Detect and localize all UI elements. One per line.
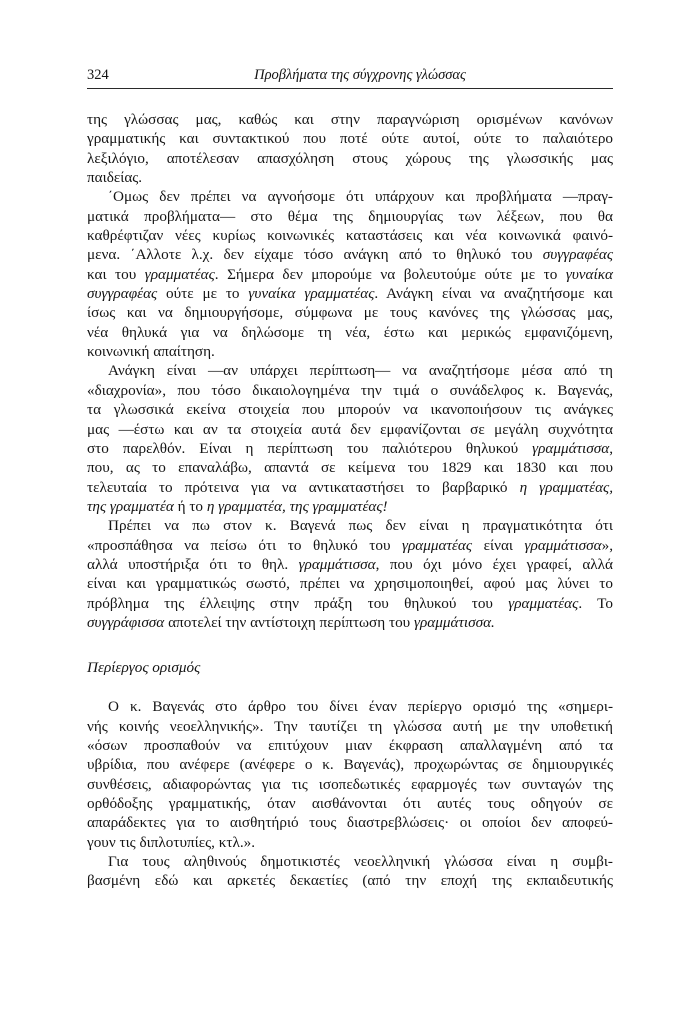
text-run: πρόβλημα της έλλειψης στην πράξη του θηλυκού του xyxy=(87,594,509,612)
page-number: 324 xyxy=(87,67,109,83)
italic-term: γραμματέας xyxy=(144,265,215,283)
text-run: «διαχρονία», που τόσο δικαιολογημένα την τιμά ο συνάδελφος κ. Βαγενάς, xyxy=(87,381,613,399)
text-line xyxy=(87,400,613,419)
text-line xyxy=(87,129,613,148)
text-run: ματικά προβλήματα— στο θέμα της δημιουργίας των λέξεων, που θα xyxy=(87,207,613,225)
text-run: Ο κ. Βαγενάς στο άρθρο του δίνει έναν περίεργο ορισμό της «σημερι- xyxy=(108,698,613,716)
text-line xyxy=(87,245,613,264)
text-run: «προσπάθησα να πείσω ότι το θηλυκό του xyxy=(87,536,403,554)
section-heading: Περίεργος ορισμός xyxy=(87,659,201,677)
text-run: νέα θηλυκά για να δηλώσομε τη νέα, έστω και μερικώς εμφανιζόμενη, xyxy=(87,323,613,341)
italic-term: συγγραφέας xyxy=(87,285,158,303)
text-line xyxy=(87,361,613,380)
text-line xyxy=(87,516,613,535)
text-line xyxy=(87,420,613,439)
text-run: αποτελεί την αντίστοιχη περίπτωση του xyxy=(164,613,414,631)
text-run: Ανάγκη είναι —αν υπάρχει περίπτωση— να αναζητήσομε μέσα από τη xyxy=(108,362,613,380)
text-line xyxy=(87,852,613,871)
text-run: «όσων προσπαθούν να επιτύχουν μιαν έκφραση απαλλαγμένη από τα xyxy=(87,736,613,754)
text-run: ορθόδοξης γραμματικής, όταν αισθάνονται ότι αυτές τους οδηγούν σε xyxy=(87,795,613,812)
italic-term: γραμμάτισσα xyxy=(532,439,610,457)
running-title: Προβλήματα της σύγχρονης γλώσσας xyxy=(254,67,466,83)
text-line xyxy=(87,149,613,168)
text-run: τελευταία το πρότεινα για να αντικαταστήσει το βαρβαρικό xyxy=(87,478,520,496)
body-text xyxy=(87,110,613,891)
text-run: γουν τις διπλοτυπίες, κτλ.». xyxy=(87,833,256,851)
text-run: είναι και γραμματικώς σωστό, πρέπει να χρησιμοποιηθεί, αφού μας λύνει το xyxy=(87,575,613,593)
text-run: . Το xyxy=(578,594,613,612)
text-run: Πρέπει να πω στον κ. Βαγενά πως δεν είναι η πραγματικότητα ότι xyxy=(108,517,613,535)
text-line xyxy=(87,697,613,716)
text-line xyxy=(87,794,613,813)
text-run: υβρίδια, που ανέφερε (ανέφερε ο κ. Βαγενάς), προχωρώντας σε δημιουργικές xyxy=(87,756,613,774)
text-line xyxy=(87,775,613,794)
text-line xyxy=(87,342,613,361)
italic-term: γραμμάτισσα xyxy=(524,536,602,554)
italic-term: η γραμματέας, xyxy=(519,478,613,496)
text-line xyxy=(87,168,613,187)
text-run: κοινωνική απαίτηση. xyxy=(87,343,215,361)
book-page xyxy=(87,64,613,891)
text-run: αλλά υποστήριξα ότι το θηλ. xyxy=(87,555,299,573)
italic-term: γραμμάτισσα xyxy=(298,555,376,573)
text-line xyxy=(87,813,613,832)
text-line xyxy=(87,284,613,303)
text-run: . Σήμερα δεν μπορούμε να βολευτούμε ούτε με το xyxy=(214,265,566,283)
text-line xyxy=(87,187,613,206)
paragraphs-after-heading xyxy=(87,697,613,890)
text-run: Για τους αληθινούς δημοτικιστές νεοελληνική γλώσσα είναι η συμβι- xyxy=(108,853,613,871)
italic-term: γυναίκα γραμματέας xyxy=(248,285,375,303)
italic-term: γραμματέας xyxy=(508,594,579,612)
text-run: παιδείας. xyxy=(87,169,143,187)
text-line xyxy=(87,555,613,574)
text-run: , που όχι μόνο έχει γραφεί, αλλά xyxy=(375,555,613,573)
text-line xyxy=(87,497,613,516)
text-run: της γλώσσας μας, καθώς και στην παραγνώριση ορισμένων κανόνων xyxy=(87,111,613,128)
text-line xyxy=(87,833,613,852)
text-line xyxy=(87,574,613,593)
italic-term: συγγραφέας xyxy=(542,246,613,264)
text-line xyxy=(87,226,613,245)
text-run: είναι xyxy=(472,536,525,554)
text-run: », xyxy=(601,536,614,554)
text-line xyxy=(87,323,613,342)
text-run: μενα. ΄Αλλοτε λ.χ. δεν είχαμε τόσο ανάγκη από το θηλυκό του xyxy=(87,246,543,264)
text-line xyxy=(87,755,613,774)
running-head xyxy=(87,64,613,89)
text-run: και του xyxy=(87,265,145,283)
text-line xyxy=(87,594,613,613)
text-run: γραμματικής και συντακτικού που ποτέ ούτε αυτοί, ούτε το παλαιότερο xyxy=(87,130,613,148)
text-run: τα γλωσσικά εκείνα στοιχεία που μπορούν να ικανοποιήσουν τις ανάγκες xyxy=(87,401,613,419)
text-run: απαράδεκτες για το αισθητήριό τους διαστρεβλώσεις· οι οποίοι δεν αποφεύ- xyxy=(87,814,613,832)
text-line xyxy=(87,303,613,322)
italic-term: γραμμάτισσα. xyxy=(413,613,495,631)
text-run: ή το xyxy=(173,497,207,515)
text-run: λεξιλόγιο, αποτέλεσαν απασχόληση στους χώρους της γλωσσικής μας xyxy=(87,149,613,167)
text-run: νής κοινής νεοελληνικής». Την ταυτίζει τη γλώσσα αυτή με την υποθετική xyxy=(87,717,613,735)
italic-term: γραμματέας xyxy=(402,536,473,554)
text-line xyxy=(87,736,613,755)
text-line xyxy=(87,458,613,477)
text-line xyxy=(87,478,613,497)
text-run: , xyxy=(609,439,613,457)
text-run: συνθέσεις, αδιαφορώντας για τις ισοπεδωτικές εφαρμογές των συνταγών της xyxy=(87,775,613,793)
italic-term: συγγράφισσα xyxy=(87,613,165,631)
text-run: ΄Ομως δεν πρέπει να αγνοήσομε ότι υπάρχουν και προβλήματα —πραγ- xyxy=(108,188,613,206)
text-line xyxy=(87,871,613,890)
paragraphs-before-heading xyxy=(87,110,613,632)
text-line xyxy=(87,536,613,555)
text-run: ούτε με το xyxy=(157,285,249,303)
text-line xyxy=(87,439,613,458)
italic-term: γυναίκα xyxy=(565,265,613,283)
text-run: μας —έστω και αν τα στοιχεία αυτά δεν εμφανίζονται σε μεγάλη συχνότητα xyxy=(87,420,613,438)
text-run: . Ανάγκη είναι να αναζητήσομε και xyxy=(374,285,614,303)
text-run: ίσως και να δημιουργήσομε, σύμφωνα με τους κανόνες της γλώσσας μας, xyxy=(87,304,613,322)
text-run: καθρέφτιζαν νέες κυρίως κοινωνικές καταστάσεις και νέα κοινωνικά φαινό- xyxy=(87,227,613,245)
italic-term: η γραμματέα, της γραμματέας! xyxy=(206,497,388,515)
text-run: που, ας το επαναλάβω, απαντά σε κείμενα του 1829 και 1830 και που xyxy=(87,459,613,477)
text-line xyxy=(87,207,613,226)
italic-term: της γραμματέα xyxy=(87,497,174,515)
text-line xyxy=(87,613,613,632)
text-line xyxy=(87,110,613,129)
text-line xyxy=(87,381,613,400)
text-run: στο παρελθόν. Είναι η περίπτωση του παλιότερου θηλυκού xyxy=(87,439,533,457)
text-line xyxy=(87,717,613,736)
text-line xyxy=(87,265,613,284)
text-run: βασμένη εδώ και αρκετές δεκαετίες (από την εποχή της εκπαιδευτικής xyxy=(87,872,613,890)
